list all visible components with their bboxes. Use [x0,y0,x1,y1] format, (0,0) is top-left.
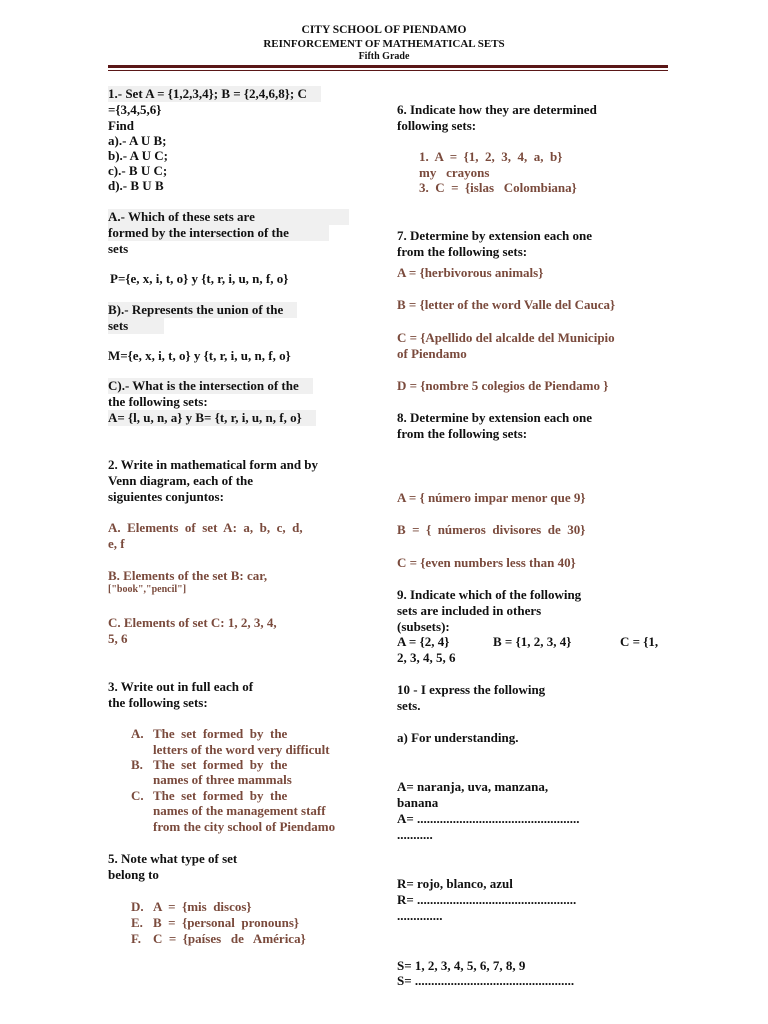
q3-line2: the following sets: [108,695,208,710]
q3-item-c: C. The set formed by the [131,788,288,803]
q7-c-line1: C = {Apellido del alcalde del Municipio [397,330,615,345]
q3-line1: 3. Write out in full each of [108,679,254,694]
q9-line5: 2, 3, 4, 5, 6 [397,650,456,665]
q10-S-line1: S= 1, 2, 3, 4, 5, 6, 7, 8, 9 [397,958,526,973]
q2-line2: Venn diagram, each of the [108,473,254,488]
q2-line3: siguientes conjuntos: [108,489,224,504]
q10-line1: 10 - I express the following [397,682,546,697]
q5-item-d: D. A = {mis discos} [131,899,252,914]
q1-line1: 1.- Set A = {1,2,3,4}; B = {2,4,6,8}; C [108,86,321,102]
q7-line2: from the following sets: [397,244,528,259]
q2-a-line1: A. Elements of set A: a, b, c, d, [108,520,303,535]
q9-line2: sets are included in others [397,603,542,618]
q7-c-line2: of Piendamo [397,346,467,361]
qC-line1: C).- What is the intersection of the [108,378,313,394]
qA-line2: formed by the intersection of the [108,225,329,241]
q5-line1: 5. Note what type of set [108,851,238,866]
q10-A-answer: A= .................................................. [397,811,580,826]
q10-R-answer-cont: .............. [397,908,443,923]
q1-line2: ={3,4,5,6} [108,102,162,117]
q2-line1: 2. Write in mathematical form and by [108,457,319,472]
document-title: REINFORCEMENT OF MATHEMATICAL SETS [263,38,505,50]
q2-c-line1: C. Elements of set C: 1, 2, 3, 4, [108,615,277,630]
q10-A-line1: A= naranja, uva, manzana, [397,779,549,794]
q7-a: A = {herbivorous animals} [397,265,544,280]
q1-b: b).- A U C; [108,148,168,163]
q7-d: D = {nombre 5 colegios de Piendamo } [397,378,609,393]
q9-set-b: B = {1, 2, 3, 4} [493,634,572,649]
q5-item-f: F. C = {países de América} [131,931,306,946]
q6-item3: 3. C = {islas Colombiana} [419,180,577,195]
q6-item1-cont: my crayons [419,165,490,180]
header-rule-thick [108,65,668,68]
qA-line1: A.- Which of these sets are [108,209,349,225]
q8-line2: from the following sets: [397,426,528,441]
q3-item-b-cont: names of three mammals [153,772,292,787]
q2-b-line2: ["book","pencil"] [108,584,187,595]
school-name: CITY SCHOOL OF PIENDAMO [301,24,467,36]
q9-set-c: C = {1, [620,634,659,649]
q1-a: a).- A U B; [108,133,167,148]
q3-item-c-cont2: from the city school of Piendamo [153,819,336,834]
q1-find: Find [108,118,135,133]
q10-line2: sets. [397,698,421,713]
q1-d: d).- B U B [108,178,164,193]
q7-line1: 7. Determine by extension each one [397,228,592,243]
q8-c: C = {even numbers less than 40} [397,555,576,570]
q2-a-line2: e, f [108,536,125,551]
grade-label: Fifth Grade [358,51,410,62]
qB-line1: B).- Represents the union of the [108,302,297,318]
q5-item-e: E. B = {personal pronouns} [131,915,300,930]
q3-item-a: A. The set formed by the [131,726,288,741]
q3-item-a-cont: letters of the word very difficult [153,742,330,757]
q10-A-answer-cont: ........... [397,827,433,842]
qA-line3: sets [108,241,129,256]
qC-line3: A= {l, u, n, a} y B= {t, r, i, u, n, f, o} [108,410,316,426]
q2-c-line2: 5, 6 [108,631,128,646]
q10-S-answer: S= ................................................. [397,973,575,988]
q8-a: A = { número impar menor que 9} [397,490,586,505]
qA-expression: P={e, x, i, t, o} y {t, r, i, u, n, f, o} [110,271,289,286]
q10-R-line1: R= rojo, blanco, azul [397,876,513,891]
q2-b-line1: B. Elements of the set B: car, [108,568,268,583]
q6-line2: following sets: [397,118,477,133]
q7-b: B = {letter of the word Valle del Cauca} [397,297,616,312]
q1-c: c).- B U C; [108,163,168,178]
q10-R-answer: R= ................................................. [397,892,577,907]
q9-line1: 9. Indicate which of the following [397,587,582,602]
q10-A-line2: banana [397,795,439,810]
q6-item1: 1. A = {1, 2, 3, 4, a, b} [419,149,563,164]
q6-line1: 6. Indicate how they are determined [397,102,597,117]
qC-line2: the following sets: [108,394,208,409]
q3-item-b: B. The set formed by the [131,757,288,772]
header-rule-thin [108,70,668,71]
qB-line2: sets [108,318,164,334]
q9-set-a: A = {2, 4} [397,634,450,649]
q9-line3: (subsets): [397,619,450,634]
qB-expression: M={e, x, i, t, o} y {t, r, i, u, n, f, o} [108,348,291,363]
q8-b: B = { números divisores de 30} [397,522,586,537]
q8-line1: 8. Determine by extension each one [397,410,592,425]
q3-item-c-cont1: names of the management staff [153,803,326,818]
q10-subtitle: a) For understanding. [397,730,519,745]
q5-line2: belong to [108,867,159,882]
